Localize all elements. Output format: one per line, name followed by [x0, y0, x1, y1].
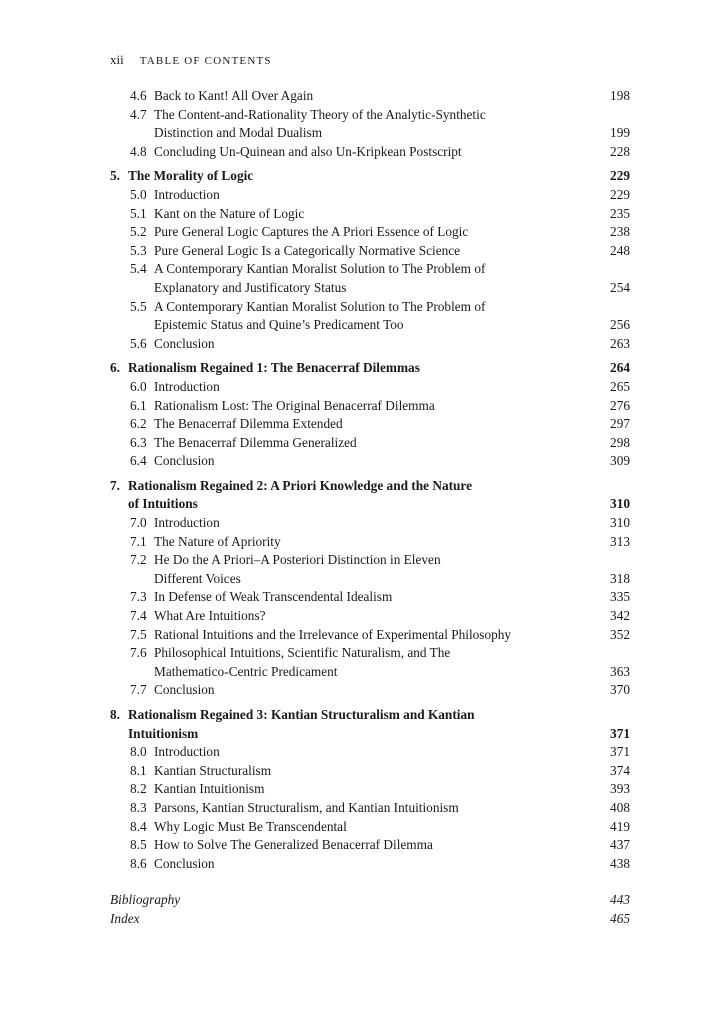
page-ref: 256	[610, 317, 630, 333]
entry-title: of Intuitions	[128, 496, 198, 512]
entry-title: Why Logic Must Be Transcendental	[154, 818, 347, 834]
section-entry	[110, 378, 630, 397]
toc-line	[130, 397, 630, 416]
page-ref: 265	[610, 378, 630, 394]
toc-line	[130, 242, 630, 261]
toc-line	[130, 260, 630, 279]
toc-line	[130, 644, 630, 663]
page-ref: 393	[610, 781, 630, 797]
section-entry	[110, 799, 630, 818]
table-of-contents	[110, 87, 630, 929]
section-entry	[110, 335, 630, 354]
section-entry	[110, 434, 630, 453]
entry-title: Introduction	[154, 515, 220, 531]
section-entry	[110, 607, 630, 626]
back-matter-entry	[110, 891, 630, 910]
spacer	[110, 873, 630, 891]
section-entry	[110, 780, 630, 799]
page-ref: 297	[610, 416, 630, 432]
entry-title: Pure General Logic Captures the A Priori Essence of Logic	[154, 224, 469, 240]
toc-line	[130, 143, 630, 162]
entry-title: Rationalism Regained 3: Kantian Structuralism and Kantian	[128, 707, 475, 722]
toc-line	[110, 725, 630, 744]
page-ref: 352	[610, 626, 630, 642]
page-ref: 465	[610, 910, 630, 926]
section-number: 6.1	[130, 397, 147, 413]
page-ref: 229	[610, 168, 630, 184]
section-entry	[110, 514, 630, 533]
chapter-entry	[110, 706, 630, 743]
toc-line	[110, 167, 630, 186]
toc-line	[130, 818, 630, 837]
entry-title: Back to Kant! All Over Again	[154, 88, 314, 103]
entry-title: Kantian Structuralism	[154, 762, 272, 778]
section-number: 8.4	[130, 818, 147, 834]
toc-line	[130, 434, 630, 453]
page-number: xii	[110, 52, 124, 67]
entry-title: Introduction	[154, 744, 220, 760]
section-number: 8.2	[130, 781, 147, 797]
section-entry	[110, 644, 630, 681]
page-ref: 298	[610, 434, 630, 450]
section-number: 6.0	[130, 378, 147, 394]
section-entry	[110, 551, 630, 588]
toc-line	[130, 551, 630, 570]
entry-title: Rationalism Regained 2: A Priori Knowledge and the Nature	[128, 477, 472, 493]
chapter-entry	[110, 167, 630, 186]
toc-line	[130, 316, 630, 335]
chapter-entry	[110, 477, 630, 514]
entry-title: He Do the A Priori–A Posteriori Distinction in Eleven	[154, 552, 441, 568]
entry-title: The Morality of Logic	[128, 168, 254, 184]
toc-line	[130, 279, 630, 298]
entry-title: Conclusion	[154, 682, 215, 698]
section-number: 8.0	[130, 744, 147, 760]
toc-line	[130, 514, 630, 533]
entry-title: The Benacerraf Dilemma Extended	[154, 416, 343, 432]
section-number: 6.2	[130, 416, 147, 432]
toc-line	[130, 607, 630, 626]
section-entry	[110, 626, 630, 645]
entry-title: Epistemic Status and Quine’s Predicament Too	[154, 317, 404, 333]
entry-title: A Contemporary Kantian Moralist Solution to The Problem of	[154, 298, 486, 314]
toc-line	[110, 495, 630, 514]
toc-line	[110, 706, 630, 725]
entry-title: How to Solve The Generalized Benacerraf Dilemma	[154, 837, 433, 853]
toc-line	[130, 743, 630, 762]
toc-line	[130, 588, 630, 607]
section-entry	[110, 743, 630, 762]
entry-title: The Content-and-Rationality Theory of the Analytic-Synthetic	[154, 106, 486, 122]
section-number: 4.7	[130, 106, 147, 122]
section-entry	[110, 855, 630, 874]
section-number: 8.3	[130, 799, 147, 815]
page-ref: 199	[610, 125, 630, 141]
page-ref: 310	[610, 515, 630, 531]
toc-line	[130, 415, 630, 434]
entry-title: Conclusion	[154, 335, 215, 351]
entry-title: Philosophical Intuitions, Scientific Naturalism, and The	[154, 645, 451, 661]
page-ref: 363	[610, 663, 630, 679]
page-ref: 408	[610, 799, 630, 815]
section-number: 8.1	[130, 762, 147, 778]
section-entry	[110, 205, 630, 224]
entry-title: Index	[110, 910, 140, 926]
entry-title: A Contemporary Kantian Moralist Solution to The Problem of	[154, 261, 486, 277]
toc-line	[130, 626, 630, 645]
section-entry	[110, 452, 630, 471]
section-number: 5.3	[130, 242, 147, 258]
page-ref: 248	[610, 242, 630, 258]
entry-title: Rationalism Lost: The Original Benacerraf Dilemma	[154, 397, 435, 413]
entry-title: Introduction	[154, 186, 220, 202]
entry-title: What Are Intuitions?	[154, 608, 266, 624]
page-ref: 310	[610, 496, 630, 512]
toc-line	[130, 780, 630, 799]
entry-title: Concluding Un-Quinean and also Un-Kripkean Postscript	[154, 143, 462, 159]
entry-title: Kantian Intuitionism	[154, 781, 265, 797]
toc-line	[130, 205, 630, 224]
page-ref: 374	[610, 762, 630, 778]
entry-title: The Benacerraf Dilemma Generalized	[154, 434, 357, 450]
section-number: 5.1	[130, 205, 147, 221]
section-entry	[110, 298, 630, 335]
toc-line	[130, 87, 630, 106]
entry-title: Conclusion	[154, 855, 215, 871]
section-number: 7.4	[130, 608, 147, 624]
page-ref: 437	[610, 837, 630, 853]
running-title: TABLE OF CONTENTS	[139, 55, 272, 67]
section-number: 4.8	[130, 143, 147, 159]
section-entry	[110, 87, 630, 106]
page-ref: 264	[610, 360, 630, 376]
entry-title: Kant on the Nature of Logic	[154, 205, 305, 221]
page-ref: 443	[610, 892, 630, 908]
entry-title: Distinction and Modal Dualism	[154, 125, 323, 141]
chapter-number: 7.	[110, 477, 120, 493]
entry-title: The Nature of Apriority	[154, 533, 281, 549]
entry-title: Rationalism Regained 1: The Benacerraf Dilemmas	[128, 360, 420, 376]
toc-line	[130, 663, 630, 682]
chapter-entry	[110, 359, 630, 378]
page-ref: 235	[610, 205, 630, 221]
section-number: 7.2	[130, 552, 147, 568]
page-ref: 371	[610, 744, 630, 760]
entry-title: Parsons, Kantian Structuralism, and Kantian Intuitionism	[154, 799, 459, 815]
section-number: 4.6	[130, 88, 147, 103]
entry-title: Different Voices	[154, 570, 241, 586]
section-number: 5.2	[130, 224, 147, 240]
page-ref: 335	[610, 589, 630, 605]
section-number: 7.5	[130, 626, 147, 642]
entry-title: Mathematico-Centric Predicament	[154, 663, 338, 679]
toc-line	[130, 223, 630, 242]
toc-line	[130, 298, 630, 317]
section-entry	[110, 762, 630, 781]
section-entry	[110, 681, 630, 700]
section-number: 8.5	[130, 837, 147, 853]
page-ref: 276	[610, 397, 630, 413]
section-number: 6.4	[130, 453, 147, 469]
page-ref: 229	[610, 186, 630, 202]
entry-title: Intuitionism	[128, 725, 199, 741]
section-number: 7.7	[130, 682, 147, 698]
chapter-number: 5.	[110, 168, 120, 184]
toc-line	[130, 124, 630, 143]
page-ref: 318	[610, 570, 630, 586]
section-number: 5.6	[130, 335, 147, 351]
section-entry	[110, 588, 630, 607]
page-ref: 254	[610, 279, 630, 295]
page-ref: 313	[610, 533, 630, 549]
toc-line	[130, 681, 630, 700]
toc-line	[110, 477, 630, 496]
section-number: 7.0	[130, 515, 147, 531]
section-number: 8.6	[130, 855, 147, 871]
page-ref: 263	[610, 335, 630, 351]
section-entry	[110, 143, 630, 162]
entry-title: In Defense of Weak Transcendental Idealism	[154, 589, 393, 605]
page-ref: 370	[610, 682, 630, 698]
toc-line	[130, 570, 630, 589]
section-number: 7.1	[130, 533, 147, 549]
page-ref: 342	[610, 608, 630, 624]
section-entry	[110, 836, 630, 855]
section-entry	[110, 242, 630, 261]
toc-line	[130, 762, 630, 781]
toc-line	[110, 359, 630, 378]
section-entry	[110, 818, 630, 837]
page-ref: 371	[610, 725, 630, 741]
entry-title: Explanatory and Justificatory Status	[154, 279, 347, 295]
entry-title: Pure General Logic Is a Categorically Normative Science	[154, 242, 461, 258]
toc-line	[130, 533, 630, 552]
section-entry	[110, 260, 630, 297]
page-ref: 309	[610, 453, 630, 469]
toc-line	[130, 378, 630, 397]
section-entry	[110, 533, 630, 552]
section-number: 5.5	[130, 298, 147, 314]
section-number: 5.4	[130, 261, 147, 277]
page-ref: 419	[610, 818, 630, 834]
entry-title: Bibliography	[110, 892, 181, 908]
section-entry	[110, 415, 630, 434]
toc-line	[130, 836, 630, 855]
entry-title: Conclusion	[154, 453, 215, 469]
section-number: 5.0	[130, 186, 147, 202]
page-ref: 198	[610, 88, 630, 103]
page-ref: 228	[610, 143, 630, 159]
page-ref: 238	[610, 224, 630, 240]
running-header	[110, 52, 272, 68]
page-ref: 438	[610, 855, 630, 871]
toc-line	[130, 855, 630, 874]
section-entry	[110, 397, 630, 416]
back-matter-entry	[110, 910, 630, 929]
entry-title: Introduction	[154, 378, 220, 394]
section-number: 7.3	[130, 589, 147, 605]
section-entry	[110, 223, 630, 242]
chapter-number: 6.	[110, 360, 120, 376]
section-entry	[110, 186, 630, 205]
toc-line	[130, 452, 630, 471]
toc-line	[130, 799, 630, 818]
section-number: 6.3	[130, 434, 147, 450]
section-entry	[110, 106, 630, 143]
chapter-number: 8.	[110, 707, 120, 722]
toc-line	[130, 335, 630, 354]
section-number: 7.6	[130, 645, 147, 661]
toc-line	[130, 186, 630, 205]
entry-title: Rational Intuitions and the Irrelevance of Experimental Philosophy	[154, 626, 512, 642]
toc-line	[130, 106, 630, 125]
